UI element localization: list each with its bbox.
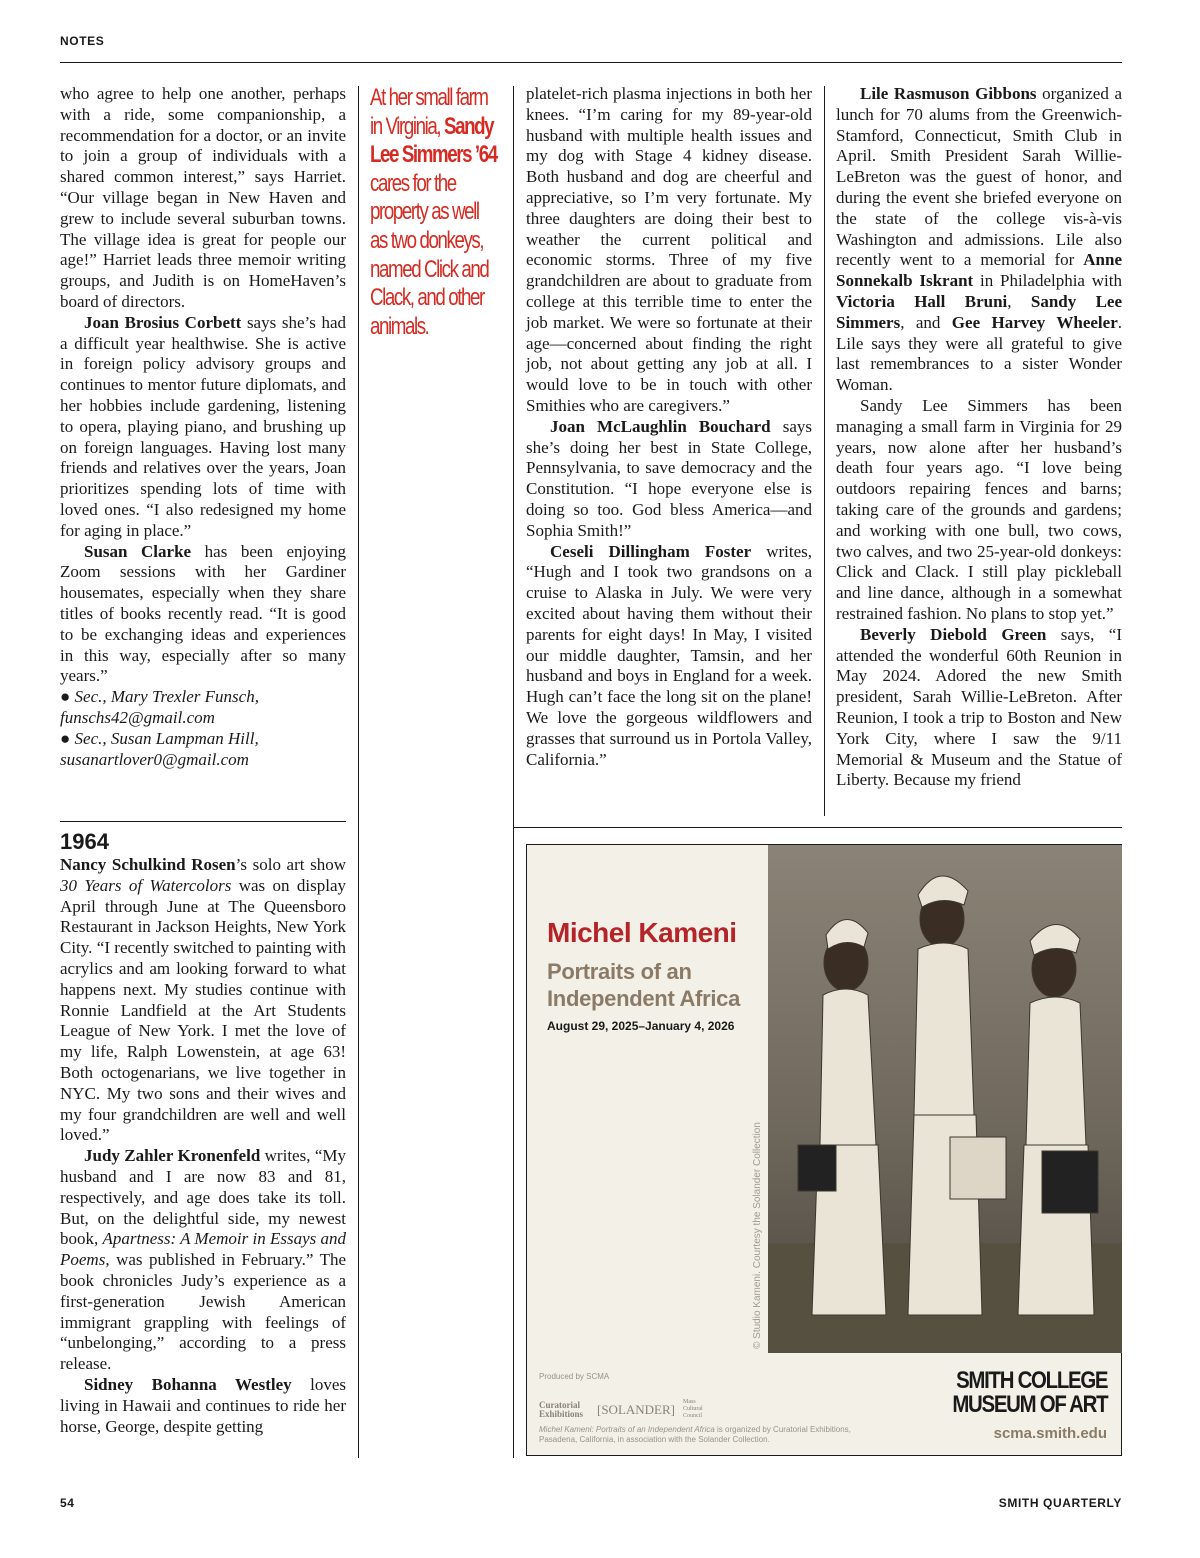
organizer-note-title: Michel Kameni: Portraits of an Independent Africa: [539, 1425, 715, 1434]
alum-name: Ceseli Dillingham Foster: [550, 541, 752, 561]
organizer-note: [539, 1425, 869, 1445]
paragraph: [60, 855, 346, 1146]
class-secretary: [60, 729, 346, 750]
column-divider: [513, 86, 514, 1458]
pull-quote-text: At her small farm in Virginia,: [370, 84, 488, 140]
book-title: Apartness: A Memoir in Essays and Poems: [60, 1229, 347, 1270]
paragraph: Sandy Lee Simmers has been managing a small farm in Virginia for 29 years, now alone after her husband’s death four years ago. “I love being outdoors repairing fences and barns; taking care of the grounds and gardens; and working with one bull, two cows, two calves, and two 25-year-old donkeys: Click and Clack. I still play pickleball and line dance, although in a somewhat restrained fashion. No plans to stop yet.”: [836, 395, 1122, 623]
alum-name: Sandy Lee Simmers: [836, 291, 1123, 332]
show-title: 30 Years of Watercolors: [60, 875, 232, 895]
ad-title: Michel Kameni: [547, 917, 737, 948]
three-women-photo-illustration: [768, 845, 1122, 1353]
paragraph-text: ,: [1007, 291, 1031, 311]
pull-quote-text: cares for the property as well as two donkeys, named Click and Clack, and other animals.: [370, 169, 489, 340]
paragraph: [60, 313, 346, 542]
alum-name: Victoria Hall Bruni: [836, 291, 1008, 311]
produced-by: Produced by SCMA: [539, 1372, 610, 1381]
section-header: NOTES: [60, 34, 105, 48]
alum-name: Beverly Diebold Green: [860, 624, 1047, 644]
column-1-class-1964: [60, 855, 346, 1437]
paragraph-text: says, “I attended the wonderful 60th Reunion in May 2024. Adored the new Smith president, Sarah Willie-LeBreton. After Reunion, I took a trip to Boston and New York City, where I saw the 9/11 Memorial & Museum and the Statue of Liberty. Because my friend: [836, 624, 1122, 790]
sponsor-logos: [539, 1399, 713, 1420]
paragraph: [60, 1146, 346, 1375]
paragraph-text: writes, “My husband and I are now 83 and 81, respectively, and age does take its toll. But, on the delightful side, my newest book,: [60, 1146, 346, 1249]
secretary-email[interactable]: susanartlover0@gmail.com: [60, 749, 249, 769]
paragraph: who agree to help one another, perhaps with a ride, some companionship, a recommendation for a doctor, or an invite to join a group of individuals with a shared common interest,” says Harriet. “Our village began in New Haven and grew to include several suburban towns. The village idea is great for people our age!” Harriet leads three memoir writing groups, and Judith is on HomeHaven’s board of directors.: [60, 84, 346, 311]
paragraph-text: , was published in February.” The book chronicles Judy’s experience as a first-generation Jewish American immigrant grappling with feelings of “unbelonging,” according to a press release.: [60, 1250, 346, 1374]
alum-name: Sidney Bohanna Westley: [84, 1374, 292, 1394]
class-year-heading: 1964: [60, 829, 109, 854]
class-secretary: [60, 687, 346, 708]
column-divider: [358, 86, 359, 1458]
paragraph-text: loves living in Hawaii and continues to ride her horse, George, despite getting: [60, 1374, 346, 1436]
museum-url[interactable]: scma.smith.edu: [993, 1425, 1107, 1442]
secretary-name: Sec., Mary Trexler Funsch,: [74, 687, 259, 707]
paragraph: [526, 417, 812, 542]
ad-top-rule: [513, 827, 1122, 828]
paragraph-text: . Lile says they were all grateful to give last remembrances to a sister Wonder Woman.: [836, 312, 1123, 395]
alum-name: Nancy Schulkind Rosen: [60, 855, 236, 874]
paragraph-text: was on display April through June at The Queensboro Restaurant in Jackson Heights, New York City. “I recently switched to painting with acrylics and am looking forward to what happens next. My studies continue with Ronnie Landfield at the Art Students League of New York. I met the love of my life, Ralph Lowenstein, at age 63! Both octogenarians, we live together in NYC. My two sons and their wives and my four grandchildren are well and well loved.”: [60, 875, 347, 1145]
solander-logo: [SOLANDER]: [597, 1401, 675, 1417]
secretary-name: Sec., Susan Lampman Hill,: [74, 728, 259, 748]
paragraph: [60, 1375, 346, 1437]
bullet-icon: ●: [60, 687, 71, 707]
ad-subtitle-line: Portraits of an: [547, 959, 692, 984]
organizer-note-text: is organized by Curatorial Exhibitions, Pasadena, California, in association with the Solander Collection.: [539, 1425, 851, 1444]
column-4: [836, 84, 1122, 791]
top-rule: [60, 62, 1122, 63]
paragraph-text: in Philadelphia with: [973, 271, 1122, 291]
column-divider: [824, 86, 825, 816]
alum-name: Judy Zahler Kronenfeld: [84, 1146, 261, 1166]
museum-name-line: SMITH COLLEGE: [955, 1367, 1107, 1394]
paragraph: [836, 625, 1122, 791]
ad-subtitle-line: Independent Africa: [547, 986, 741, 1011]
paragraph-text: says she’s doing her best in State College, Pennsylvania, to save democracy and the Constitution. “I hope everyone else is doing so too. God bless America—and Sophia Smith!”: [526, 416, 812, 540]
alum-name: Susan Clarke: [84, 541, 192, 561]
photo-credit: © Studio Kameni. Courtesy the Solander Collection: [752, 1122, 763, 1349]
museum-advertisement[interactable]: [526, 844, 1122, 1456]
paragraph-text: says she’s had a difficult year healthwise. She is active in foreign policy advisory groups and continues to mentor future diplomats, and her hobbies include gardening, listening to opera, playing piano, and brushing up on foreign languages. Having lost many friends and relatives over the years, Joan prioritizes spending lots of time with loved ones. “I also redesigned my home for aging in place.”: [60, 312, 346, 540]
curatorial-exhibitions-logo: Curatorial Exhibitions: [539, 1399, 584, 1419]
page-number: 54: [60, 1496, 75, 1510]
column-3: [526, 84, 812, 770]
alum-name: Joan McLaughlin Bouchard: [550, 416, 771, 436]
class-year-rule: [60, 821, 346, 822]
pull-quote-name: Sandy Lee Simmers ’64: [370, 112, 497, 169]
secretary-email[interactable]: funschs42@gmail.com: [60, 707, 215, 727]
paragraph-text: ’s solo art show: [235, 855, 347, 874]
pull-quote: [370, 84, 499, 341]
alum-name: Lile Rasmuson Gibbons: [860, 84, 1037, 103]
exhibition-dates: August 29, 2025–January 4, 2026: [547, 1019, 735, 1033]
paragraph: [526, 542, 812, 771]
magazine-name: SMITH QUARTERLY: [998, 1496, 1122, 1510]
alum-name: Joan Brosius Corbett: [84, 312, 242, 332]
paragraph: [60, 542, 346, 688]
museum-name-line: MUSEUM OF ART: [952, 1391, 1107, 1418]
alum-name: Gee Harvey Wheeler: [951, 312, 1118, 332]
bullet-icon: ●: [60, 728, 71, 748]
mass-cultural-council-logo: Mass Cultural Council: [683, 1399, 703, 1419]
column-1: [60, 84, 346, 770]
paragraph-text: , and: [900, 312, 952, 332]
paragraph-text: organized a lunch for 70 alums from the Greenwich-Stamford, Connecticut, Smith Club in April. Smith President Sarah Willie-LeBreton was the guest of honor, and during the event she briefed everyone on the state of the college vis-à-vis Washington and admissions. Lile also recently went to a memorial for: [836, 84, 1122, 270]
paragraph: [836, 84, 1122, 396]
museum-logo: [952, 1369, 1107, 1417]
paragraph: platelet-rich plasma injections in both her knees. “I’m caring for my 89-year-old husband with multiple health issues and my dog with Stage 4 kidney disease. Both husband and dog are cheerful and appreciative, so I’m very fortunate. My three daughters are doing their best to weather the current political and economic storms. Three of my five grandchildren are about to graduate from college at this terrible time to enter the job market. We were so fortunate at their age—concerned about finding the right job, not about getting any job at all. I would love to be in touch with other Smithies who are caregivers.”: [526, 84, 812, 415]
alum-name: Anne Sonnekalb Iskrant: [836, 250, 1122, 291]
ad-subtitle: [547, 958, 740, 1012]
paragraph-text: writes, “Hugh and I took two grandsons on a cruise to Alaska in July. We were very excited about having them without their parents for eight days! In May, I visited our middle daughter, Tamsin, and her husband and boys in England for a week. Hugh can’t face the long sit on the plane! We love the gorgeous wildflowers and grasses that surround us in Portola Valley, California.”: [526, 541, 812, 769]
exhibition-photo: [768, 845, 1122, 1353]
paragraph-text: has been enjoying Zoom sessions with her Gardiner housemates, especially when they share titles of books recently read. “It is good to be exchanging ideas and experiences in this way, especially after so many years.”: [60, 541, 347, 686]
